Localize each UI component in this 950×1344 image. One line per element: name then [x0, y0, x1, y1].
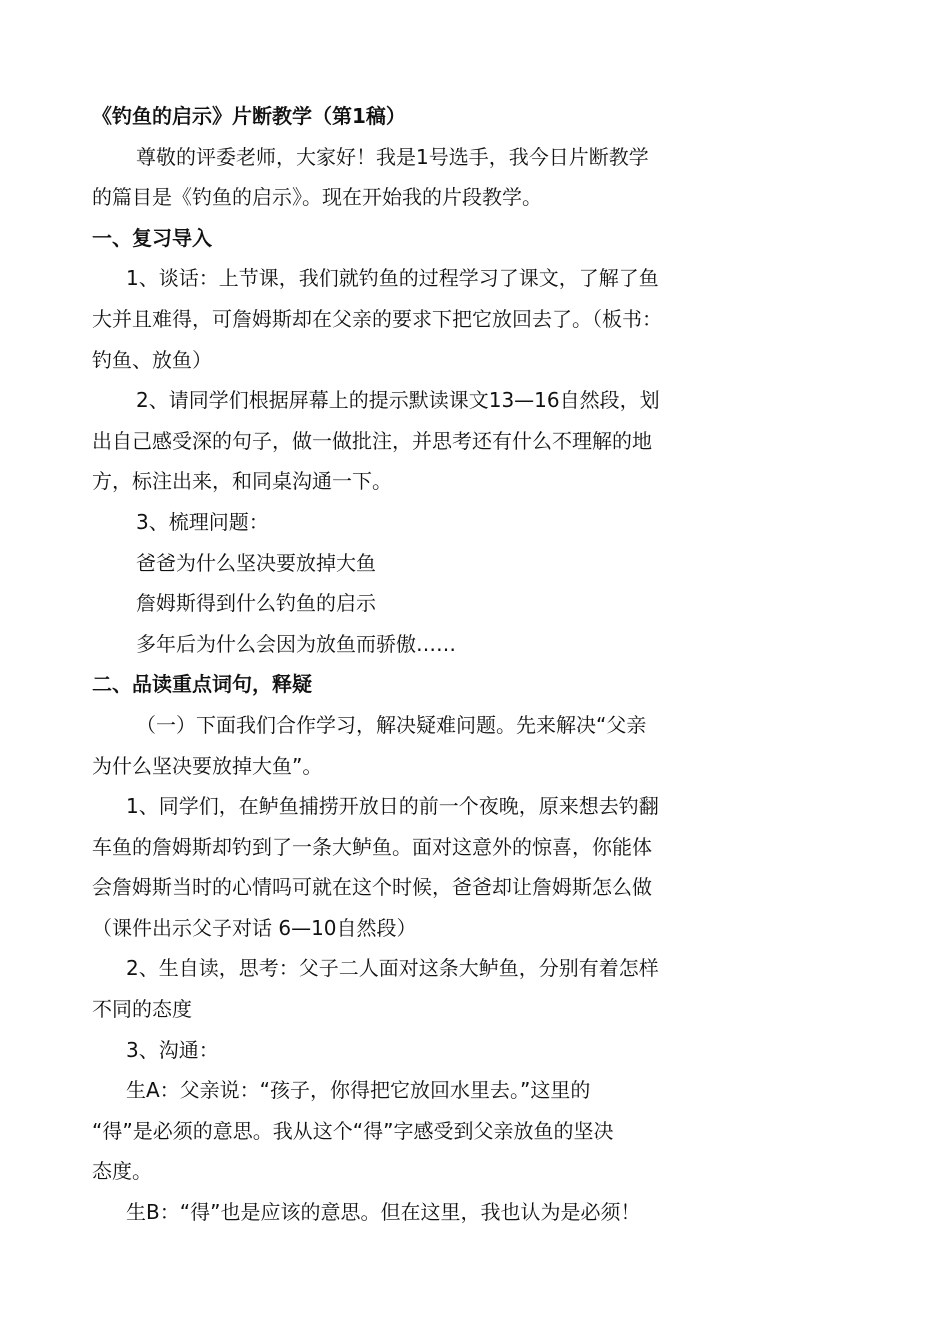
paragraph-line: 为什么坚决要放掉大鱼”。 — [92, 753, 323, 778]
paragraph-line: 会詹姆斯当时的心情吗可就在这个时候，爸爸却让詹姆斯怎么做 — [92, 875, 652, 900]
paragraph-line: 尊敬的评委老师，大家好！我是1号选手，我今日片断教学 — [136, 144, 649, 169]
paragraph-line: 出自己感受深的句子，做一做批注，并思考还有什么不理解的地 — [92, 428, 652, 453]
question-item: 爸爸为什么坚决要放掉大鱼 — [136, 550, 376, 575]
paragraph-line: 方，标注出来，和同桌沟通一下。 — [92, 469, 392, 494]
section-heading: 二、品读重点词句，释疑 — [92, 672, 312, 697]
paragraph-line: 2、请同学们根据屏幕上的提示默读课文13—16自然段，划 — [136, 388, 660, 413]
paragraph-line: 2、生自读，思考：父子二人面对这条大鲈鱼，分别有着怎样 — [126, 956, 659, 981]
paragraph-line: （课件出示父子对话 6—10自然段） — [92, 915, 417, 940]
paragraph-line: 1、谈话：上节课，我们就钓鱼的过程学习了课文，了解了鱼 — [126, 266, 659, 291]
document-page — [92, 96, 732, 1233]
document-title: 《钓鱼的启示》片断教学（第1稿） — [92, 104, 406, 128]
paragraph-line: （一）下面我们合作学习，解决疑难问题。先来解决“父亲 — [136, 712, 647, 737]
paragraph-line: 钓鱼、放鱼） — [92, 347, 212, 372]
question-item: 多年后为什么会因为放鱼而骄傲…… — [136, 631, 456, 656]
paragraph-line: 3、梳理问题： — [136, 509, 269, 534]
paragraph-line: 3、沟通： — [126, 1037, 219, 1062]
paragraph-line: 生B：“得”也是应该的意思。但在这里，我也认为是必须！ — [126, 1200, 641, 1225]
paragraph-line: 车鱼的詹姆斯却钓到了一条大鲈鱼。面对这意外的惊喜，你能体 — [92, 834, 652, 859]
question-item: 詹姆斯得到什么钓鱼的启示 — [136, 591, 376, 616]
paragraph-line: 的篇目是《钓鱼的启示》。现在开始我的片段教学。 — [92, 185, 542, 210]
paragraph-line: 态度。 — [92, 1159, 152, 1184]
paragraph-line: 不同的态度 — [92, 997, 192, 1022]
paragraph-line: 1、同学们，在鲈鱼捕捞开放日的前一个夜晚，原来想去钓翻 — [126, 794, 659, 819]
section-heading: 一、复习导入 — [92, 225, 212, 250]
paragraph-line: “得”是必须的意思。我从这个“得”字感受到父亲放鱼的坚决 — [92, 1118, 614, 1143]
paragraph-line: 大并且难得，可詹姆斯却在父亲的要求下把它放回去了。（板书： — [92, 306, 662, 331]
paragraph-line: 生A：父亲说：“孩子，你得把它放回水里去。”这里的 — [126, 1078, 591, 1103]
